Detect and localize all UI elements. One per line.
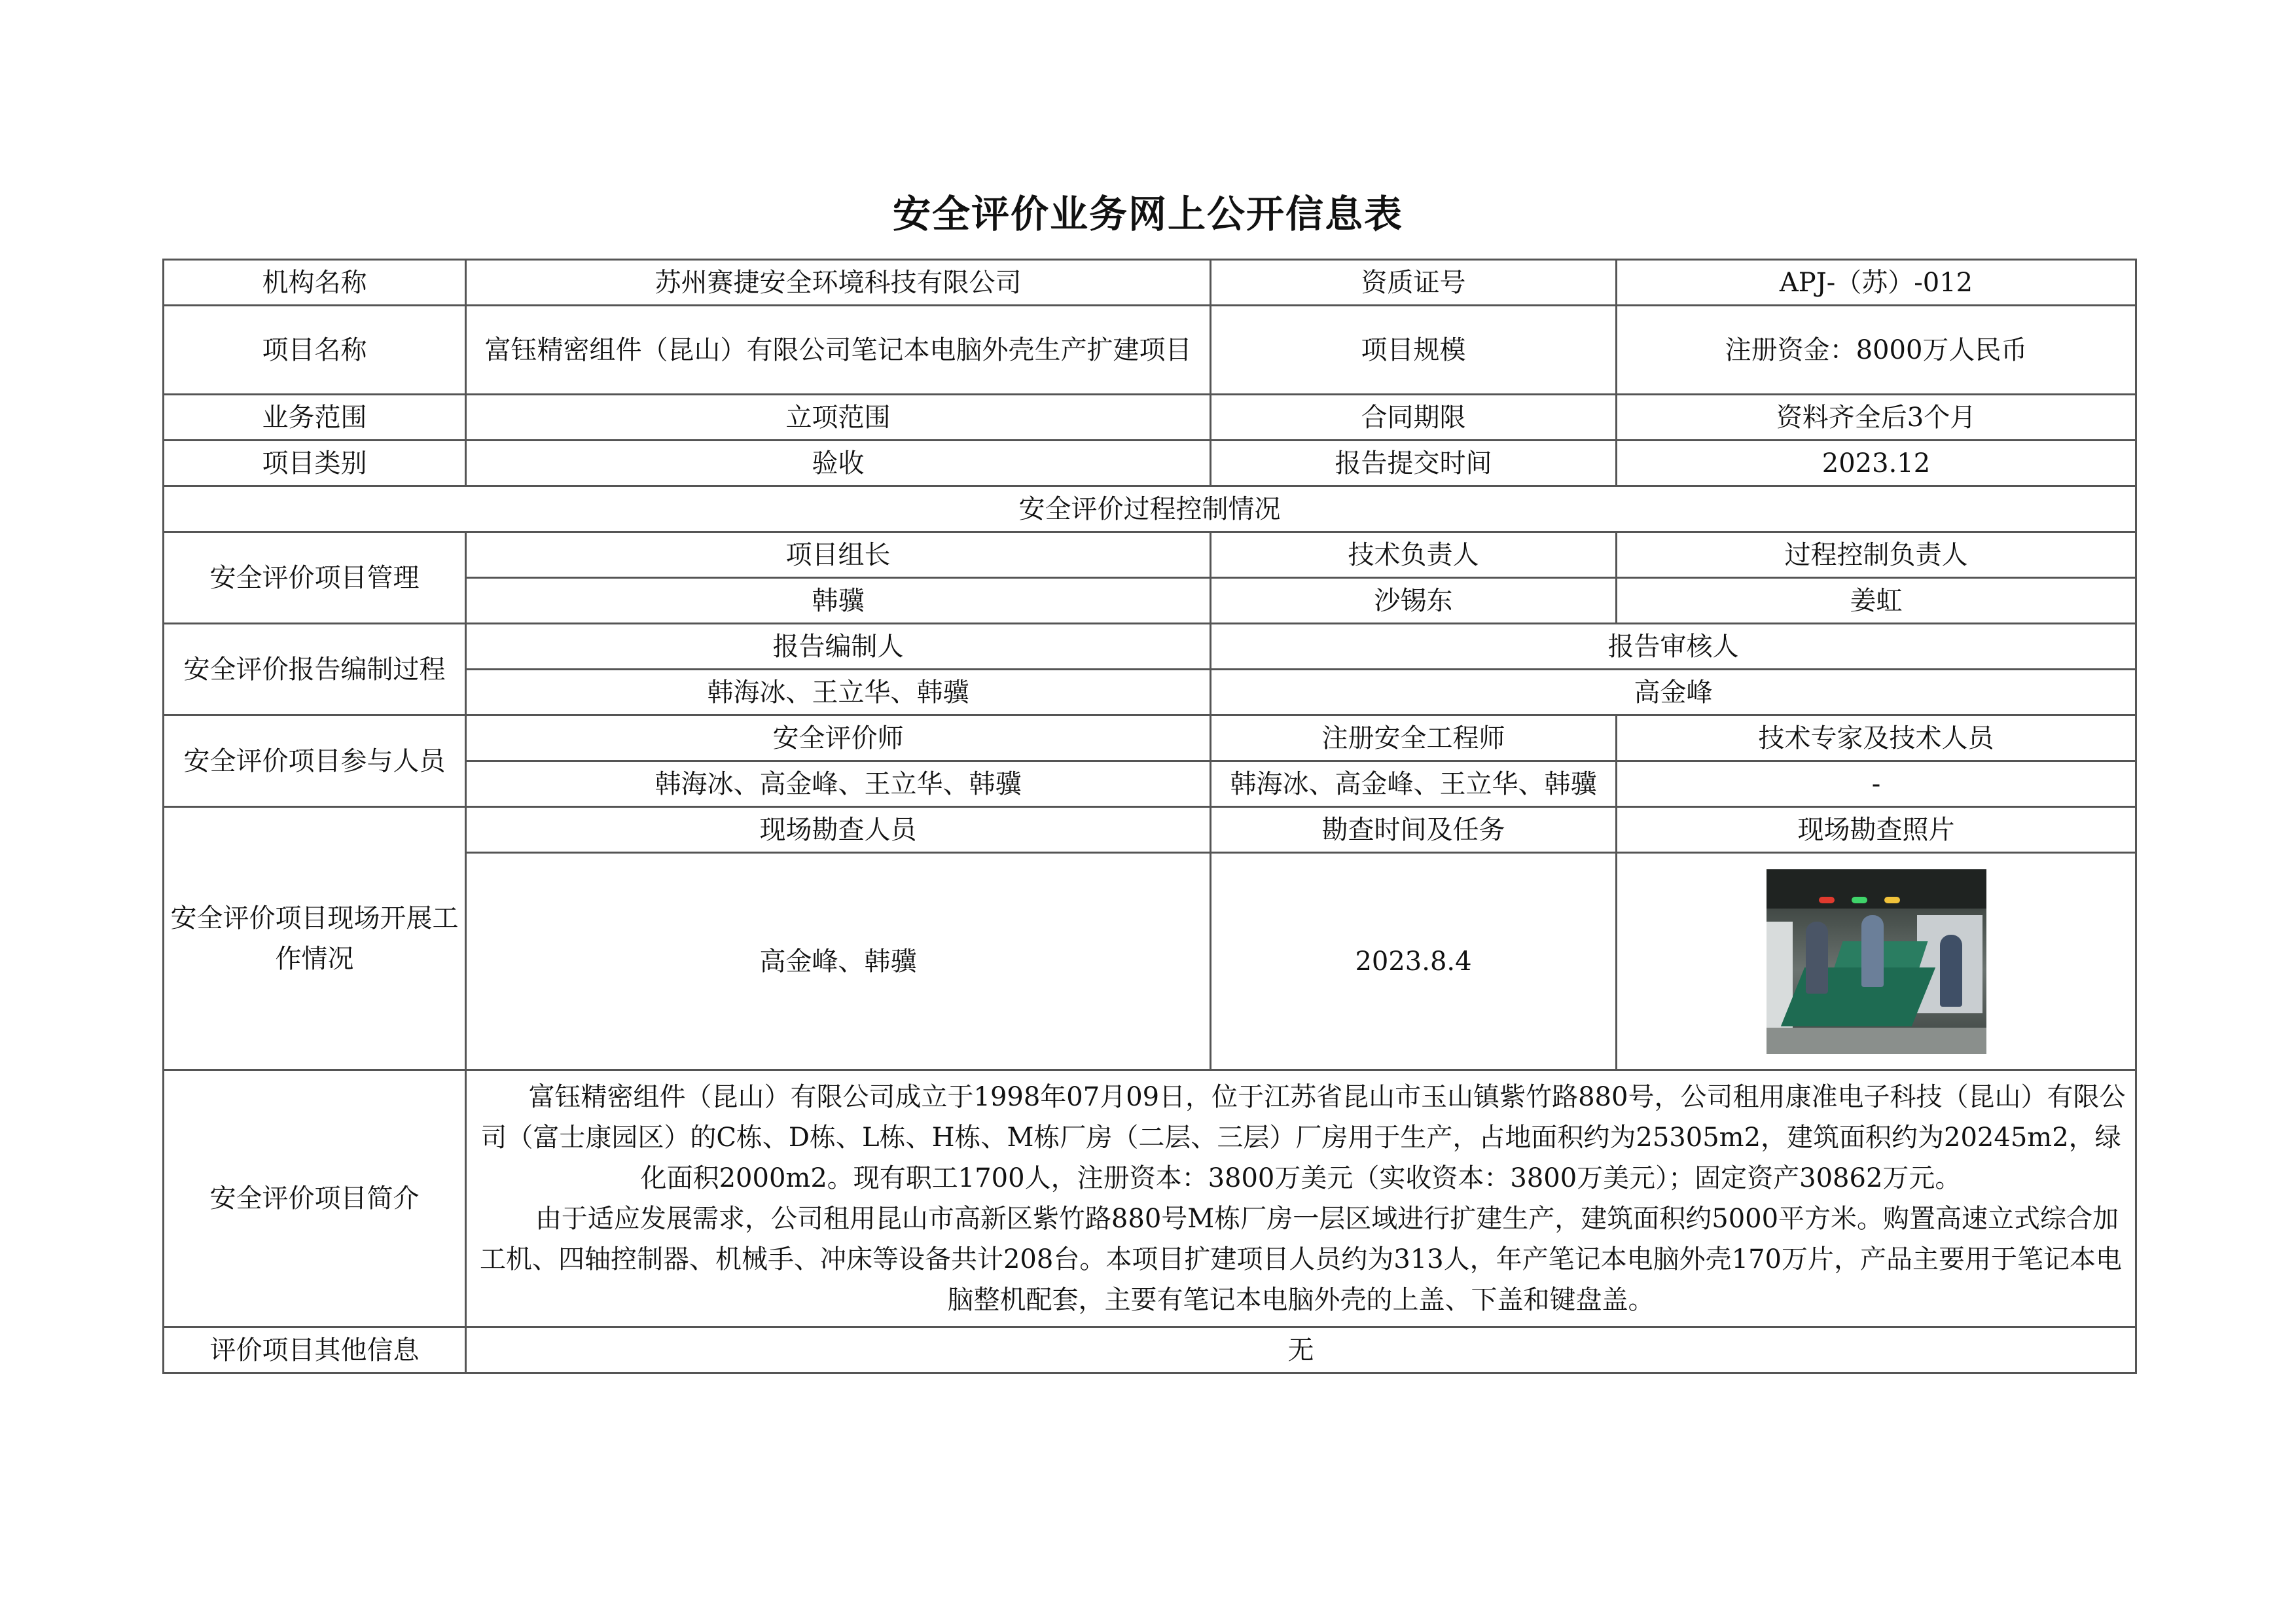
management-header-leader: 项目组长 xyxy=(466,532,1211,578)
project-scale-label: 项目规模 xyxy=(1211,306,1617,395)
photo-ceiling xyxy=(1767,869,1986,909)
project-name-label: 项目名称 xyxy=(164,306,466,395)
site-photo xyxy=(1767,869,1986,1054)
site-header-time: 勘查时间及任务 xyxy=(1211,807,1617,853)
management-header-tech: 技术负责人 xyxy=(1211,532,1617,578)
site-value-staff: 高金峰、韩骥 xyxy=(466,853,1211,1070)
participants-header-expert: 技术专家及技术人员 xyxy=(1617,715,2136,761)
participants-value-assessor: 韩海冰、高金峰、王立华、韩骥 xyxy=(466,761,1211,807)
other-info-label: 评价项目其他信息 xyxy=(164,1327,466,1373)
site-header-staff: 现场勘查人员 xyxy=(466,807,1211,853)
management-value-tech: 沙锡东 xyxy=(1211,578,1617,624)
management-value-leader: 韩骥 xyxy=(466,578,1211,624)
process-control-heading: 安全评价过程控制情况 xyxy=(164,486,2136,532)
photo-person-2 xyxy=(1861,915,1884,987)
photo-yellow-light xyxy=(1884,897,1900,903)
report-header-reviewer: 报告审核人 xyxy=(1211,624,2136,670)
photo-floor xyxy=(1767,1028,1986,1054)
participants-value-expert: - xyxy=(1617,761,2136,807)
report-value-reviewer: 高金峰 xyxy=(1211,670,2136,715)
info-table xyxy=(162,259,2137,1374)
report-value-author: 韩海冰、王立华、韩骥 xyxy=(466,670,1211,715)
contract-period-label: 合同期限 xyxy=(1211,395,1617,441)
report-submit-value: 2023.12 xyxy=(1617,441,2136,486)
intro-text xyxy=(466,1070,2136,1327)
report-process-label: 安全评价报告编制过程 xyxy=(164,624,466,715)
page-title: 安全评价业务网上公开信息表 xyxy=(892,192,1403,236)
project-category-label: 项目类别 xyxy=(164,441,466,486)
contract-period-value: 资料齐全后3个月 xyxy=(1617,395,2136,441)
management-value-process: 姜虹 xyxy=(1617,578,2136,624)
project-scale-value: 注册资金：8000万人民币 xyxy=(1617,306,2136,395)
intro-paragraph-2: 由于适应发展需求，公司租用昆山市高新区紫竹路880号M栋厂房一层区域进行扩建生产，建筑面积约5000平方米。购置高速立式综合加工机、四轴控制器、机械手、冲床等设备共计208台。本项目扩建项目人员约为313人，年产笔记本电脑外壳170万片，产品主要用于笔记本电脑整机配套，主要有笔记本电脑外壳的上盖、下盖和键盘盖。 xyxy=(479,1204,2123,1315)
site-work-label: 安全评价项目现场开展工作情况 xyxy=(164,807,466,1070)
participants-label: 安全评价项目参与人员 xyxy=(164,715,466,807)
intro-label: 安全评价项目简介 xyxy=(164,1070,466,1327)
cert-no-value: APJ-（苏）-012 xyxy=(1617,260,2136,306)
photo-person-1 xyxy=(1806,922,1828,994)
management-label: 安全评价项目管理 xyxy=(164,532,466,624)
management-header-process: 过程控制负责人 xyxy=(1617,532,2136,578)
project-name-value: 富钰精密组件（昆山）有限公司笔记本电脑外壳生产扩建项目 xyxy=(466,306,1211,395)
photo-front-bench xyxy=(1780,967,1935,1026)
photo-red-light xyxy=(1819,897,1835,903)
other-info-value: 无 xyxy=(466,1327,2136,1373)
report-header-author: 报告编制人 xyxy=(466,624,1211,670)
site-photo-cell xyxy=(1617,853,2136,1070)
org-name-value: 苏州赛捷安全环境科技有限公司 xyxy=(466,260,1211,306)
photo-person-3 xyxy=(1940,935,1962,1007)
business-scope-label: 业务范围 xyxy=(164,395,466,441)
report-submit-label: 报告提交时间 xyxy=(1211,441,1617,486)
intro-paragraph-1: 富钰精密组件（昆山）有限公司成立于1998年07月09日，位于江苏省昆山市玉山镇紫竹路880号，公司租用康准电子科技（昆山）有限公司（富士康园区）的C栋、D栋、L栋、H栋、M栋厂房（二层、三层）厂房用于生产，占地面积约为25305m2，建筑面积约为20245m2，绿化面积2000m2。现有职工1700人，注册资本：3800万美元（实收资本：3800万美元）；固定资产30862万元。 xyxy=(480,1082,2126,1193)
cert-no-label: 资质证号 xyxy=(1211,260,1617,306)
project-category-value: 验收 xyxy=(466,441,1211,486)
business-scope-value: 立项范围 xyxy=(466,395,1211,441)
participants-header-assessor: 安全评价师 xyxy=(466,715,1211,761)
photo-green-light xyxy=(1852,897,1867,903)
site-value-time: 2023.8.4 xyxy=(1211,853,1617,1070)
org-name-label: 机构名称 xyxy=(164,260,466,306)
site-header-photo: 现场勘查照片 xyxy=(1617,807,2136,853)
participants-header-engineer: 注册安全工程师 xyxy=(1211,715,1617,761)
participants-value-engineer: 韩海冰、高金峰、王立华、韩骥 xyxy=(1211,761,1617,807)
